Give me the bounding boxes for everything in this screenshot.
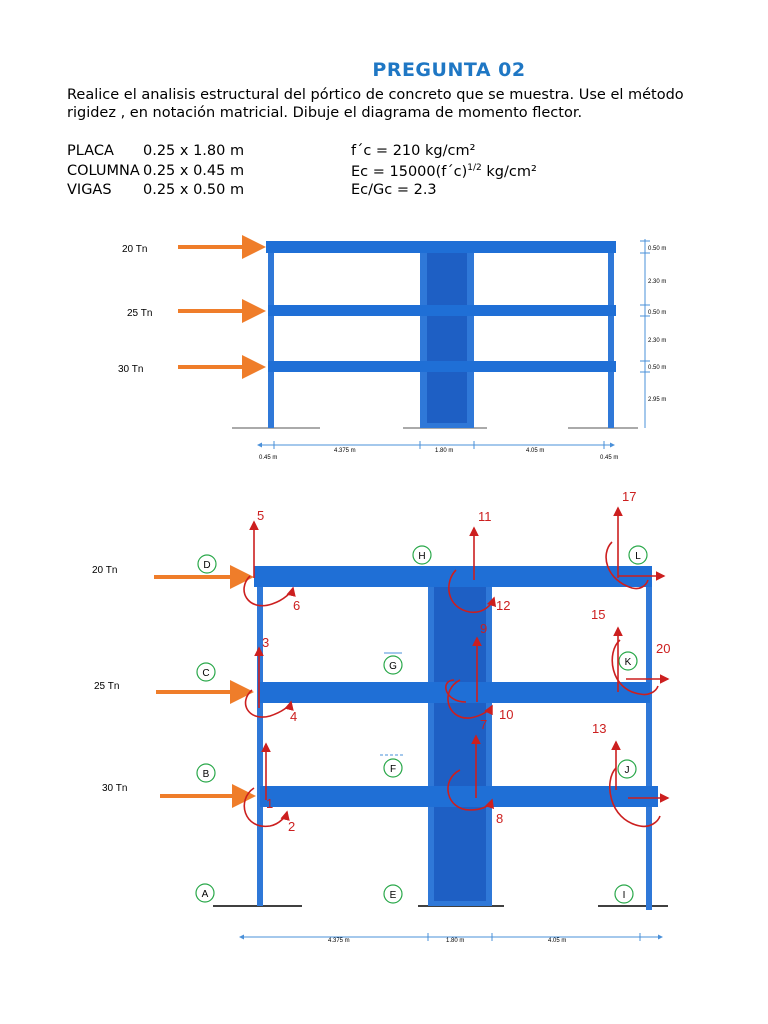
column-right bbox=[608, 247, 614, 428]
prop-fc: f´c = 210 kg/cm² bbox=[351, 143, 476, 159]
node-G bbox=[384, 656, 402, 674]
load-label-mid: 25 Tn bbox=[127, 308, 153, 319]
dof-label-9: 9 bbox=[480, 621, 488, 636]
column-left bbox=[268, 247, 274, 428]
prop-ec: Ec = 15000(f´c)$^{1/2}$ kg/cm² bbox=[351, 163, 537, 180]
spec-dim-placa: 0.25 x 1.80 m bbox=[143, 143, 245, 159]
node-J bbox=[618, 760, 636, 778]
column-left-2 bbox=[257, 575, 263, 906]
svg-text:K: K bbox=[624, 657, 632, 668]
spec-dim-columna: 0.25 x 0.45 m bbox=[143, 163, 245, 179]
dof-diagram bbox=[0, 480, 768, 950]
dim-h2-3: 4.05 m bbox=[548, 938, 567, 944]
dim-h-5: 0.45 m bbox=[600, 455, 619, 461]
dof-label-15: 15 bbox=[591, 607, 606, 622]
svg-text:A: A bbox=[201, 889, 209, 900]
svg-text:L: L bbox=[635, 551, 641, 562]
column-right-2 bbox=[646, 575, 652, 910]
load-label-roof: 20 Tn bbox=[122, 244, 148, 255]
dof-label-8: 8 bbox=[496, 811, 504, 826]
node-D bbox=[198, 555, 216, 573]
dof-label-11: 11 bbox=[478, 509, 492, 524]
dim-v-6: 2.95 m bbox=[648, 397, 667, 403]
dof-label-1: 1 bbox=[266, 796, 274, 811]
load-label-roof-2: 20 Tn bbox=[92, 565, 118, 576]
svg-text:C: C bbox=[202, 668, 210, 679]
beam-level-2 bbox=[268, 305, 616, 316]
dim-h-3: 1.80 m bbox=[435, 448, 454, 454]
dof-label-13: 13 bbox=[592, 721, 607, 736]
node-A bbox=[196, 884, 214, 902]
node-L bbox=[629, 546, 647, 564]
dof-label-5: 5 bbox=[257, 508, 265, 523]
svg-text:J: J bbox=[624, 765, 630, 776]
page-title: PREGUNTA 02 bbox=[372, 59, 526, 81]
dof-label-20: 20 bbox=[656, 641, 671, 656]
problem-statement: Realice el analisis estructural del pórtico de concreto que se muestra. Use el método rigidez , en notación matricial. Dibuje el diagrama de momento flector. bbox=[67, 87, 684, 121]
spec-name-placa: PLACA bbox=[67, 143, 114, 159]
beam-level-1-2 bbox=[260, 786, 658, 807]
dim-h2-2: 1.80 m bbox=[446, 938, 465, 944]
dim-v-3: 0.50 m bbox=[648, 310, 667, 316]
spec-name-columna: COLUMNA bbox=[67, 163, 140, 179]
dim-v-1: 0.50 m bbox=[648, 246, 667, 252]
node-C bbox=[197, 663, 215, 681]
node-B bbox=[197, 764, 215, 782]
beam-roof bbox=[266, 241, 616, 253]
prop-ec-gc: Ec/Gc = 2.3 bbox=[351, 182, 437, 198]
dof-label-12: 12 bbox=[496, 598, 511, 613]
node-E bbox=[384, 885, 402, 903]
svg-text:E: E bbox=[389, 890, 397, 901]
spec-name-vigas: VIGAS bbox=[67, 182, 112, 198]
dof-label-3: 3 bbox=[262, 635, 270, 650]
dof-label-17: 17 bbox=[622, 489, 637, 504]
dim-v-4: 2.30 m bbox=[648, 338, 667, 344]
dim-v-2: 2.30 m bbox=[648, 279, 667, 285]
beam-level-1 bbox=[268, 361, 616, 372]
node-H bbox=[413, 546, 431, 564]
dof-label-4: 4 bbox=[290, 709, 298, 724]
node-F bbox=[384, 759, 402, 777]
svg-text:I: I bbox=[622, 890, 626, 901]
dim-h2-1: 4.375 m bbox=[328, 938, 350, 944]
load-label-mid-2: 25 Tn bbox=[94, 681, 120, 692]
dim-h-4: 4.05 m bbox=[526, 448, 545, 454]
spec-dim-vigas: 0.25 x 0.50 m bbox=[143, 182, 245, 198]
node-I bbox=[615, 885, 633, 903]
load-label-low: 30 Tn bbox=[118, 364, 144, 375]
load-label-low-2: 30 Tn bbox=[102, 783, 128, 794]
svg-text:H: H bbox=[418, 551, 426, 562]
dim-v-5: 0.50 m bbox=[648, 365, 667, 371]
dof-label-7: 7 bbox=[480, 717, 488, 732]
frame-diagram bbox=[0, 225, 768, 470]
dof-label-2: 2 bbox=[288, 819, 296, 834]
dim-h-2: 4.375 m bbox=[334, 448, 356, 454]
dim-h-1: 0.45 m bbox=[259, 455, 278, 461]
beam-roof-2 bbox=[254, 566, 652, 587]
node-K bbox=[619, 652, 637, 670]
dof-label-10: 10 bbox=[499, 707, 514, 722]
svg-text:F: F bbox=[389, 764, 397, 775]
svg-text:D: D bbox=[203, 560, 211, 571]
svg-text:B: B bbox=[202, 769, 210, 780]
dof-label-6: 6 bbox=[293, 598, 301, 613]
svg-text:G: G bbox=[389, 661, 397, 672]
